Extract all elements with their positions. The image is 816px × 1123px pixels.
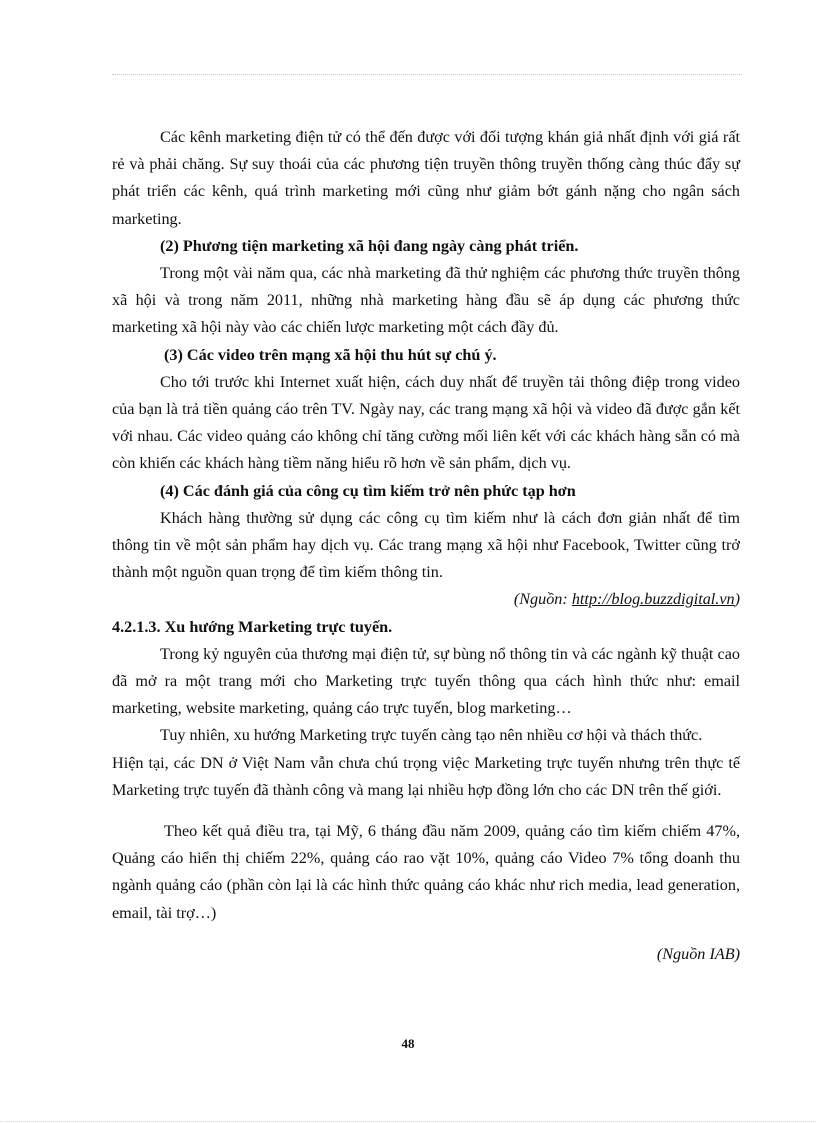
paragraph: Các kênh marketing điện tử có thể đến được với đối tượng khán giả nhất định với giá rất rẻ và phải chăng. Sự suy thoái của các phương tiện truyền thông truyền thống càng thúc đẩy sự phát triển các kênh, quá trình marketing mới cũng như giảm bớt gánh nặng cho ngân sách marketing. [112,128,740,228]
heading-social-video: (3) Các video trên mạng xã hội thu hút sự chú ý. [164,345,497,364]
heading-social-media: (2) Phương tiện marketing xã hội đang ngày càng phát triển. [160,236,579,255]
section-heading: 4.2.1.3. Xu hướng Marketing trực tuyến. [112,617,393,636]
source-citation [112,586,740,613]
paragraph: Tuy nhiên, xu hướng Marketing trực tuyến càng tạo nên nhiều cơ hội và thách thức. [160,726,703,745]
spacer [112,927,740,941]
header-rule [112,74,742,75]
paragraph: Cho tới trước khi Internet xuất hiện, cách duy nhất để truyền tải thông điệp trong video của bạn là trả tiền quảng cáo trên TV. Ngày nay, các trang mạng xã hội và video đã được gắn kết với nhau. Các video quảng cáo không chỉ tăng cường mối liên kết với các khách hàng sẵn có mà còn khiến các khách hàng tiềm năng hiểu rõ hơn về sản phẩm, dịch vụ. [112,372,740,473]
source-link[interactable]: http://blog.buzzdigital.vn [571,590,735,609]
paragraph: Khách hàng thường sử dụng các công cụ tìm kiếm như là cách đơn giản nhất để tìm thông tin về một sản phẩm hay dịch vụ. Các trang mạng xã hội như Facebook, Twitter cũng trở thành một nguồn quan trọng để tìm kiếm thông tin. [112,508,740,582]
footer-rule [0,1121,816,1122]
paragraph: Hiện tại, các DN ở Việt Nam vẫn chưa chú trọng việc Marketing trực tuyến nhưng trên thực tế Marketing trực tuyến đã thành công và mang lại nhiều hợp đồng lớn cho các DN trên thế giới. [112,753,740,799]
heading-search-engine: (4) Các đánh giá của công cụ tìm kiếm trở nên phức tạp hơn [160,481,576,500]
paragraph: Trong một vài năm qua, các nhà marketing đã thử nghiệm các phương thức truyền thông xã hội và trong năm 2011, những nhà marketing hàng đầu sẽ áp dụng các phương thức marketing xã hội này vào các chiến lược marketing một cách đầy đủ. [112,264,740,337]
page-number: 48 [401,1036,415,1051]
source-suffix: ) [734,590,740,609]
source-citation-iab: (Nguồn IAB) [656,944,740,963]
paragraph: Theo kết quả điều tra, tại Mỹ, 6 tháng đầu năm 2009, quảng cáo tìm kiếm chiếm 47%, Quảng cáo hiển thị chiếm 22%, quảng cáo rao vặt 10%, quảng cáo Video 7% tổng doanh thu ngành quảng cáo (phần còn lại là các hình thức quảng cáo khác như rich media, lead generation, email, tài trợ…) [112,822,740,922]
page-body [112,124,740,968]
paragraph: Trong kỷ nguyên của thương mại điện tử, sự bùng nổ thông tin và các ngành kỹ thuật cao đã mở ra một trang mới cho Marketing trực tuyến thông qua cách hình thức như: email marketing, website marketing, quảng cáo trực tuyến, blog marketing… [112,644,740,718]
source-prefix: (Nguồn: [513,590,572,609]
spacer [112,804,740,818]
